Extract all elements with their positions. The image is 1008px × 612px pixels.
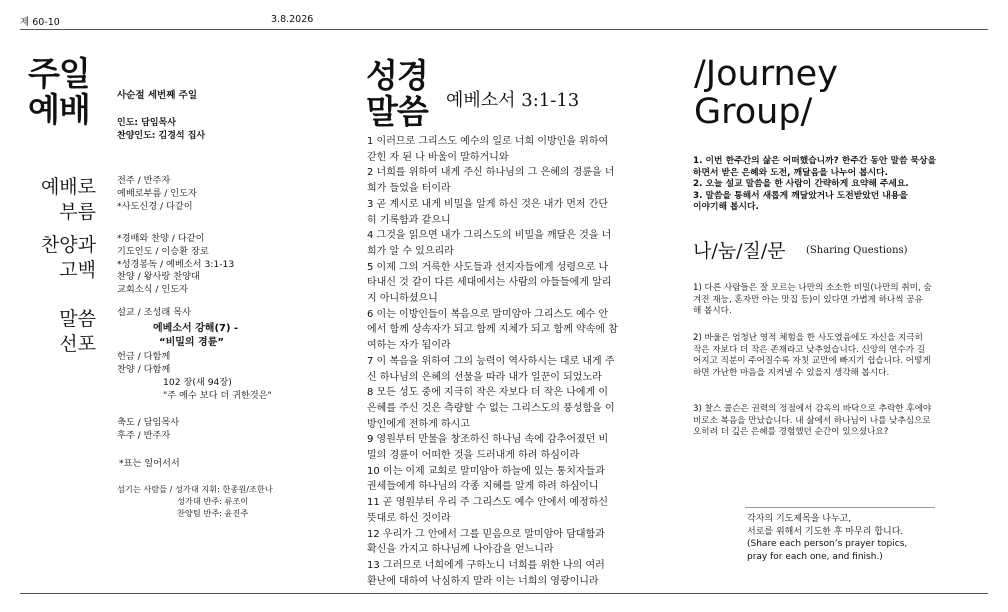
top-rule (20, 29, 988, 30)
worship-subtitle: 사순절 세번째 주일 (117, 90, 198, 101)
hymn: 102 장(새 94장) "주 예수 보다 더 귀한것은" (163, 377, 272, 401)
worship-leaders: 인도: 담임목사 찬양인도: 김경석 집사 (117, 118, 206, 141)
scripture-line: 타내신 것 같이 다른 세대에서는 사람의 아들들에게 알리 (367, 277, 612, 289)
scripture-line: 12 우리가 그 안에서 그를 믿음으로 말미암아 담대함과 (367, 528, 605, 540)
scripture-reference: 예베소서 3:1-13 (446, 90, 580, 111)
scripture-line: 밀의 경륜이 어떠한 것을 드러내게 하려 하심이라 (367, 450, 580, 462)
section-items-praise: *경배와 찬양 / 다같이 기도인도 / 이승환 장로 *성경봉독 / 예베소서 3:1-13 찬양 / 왕사랑 찬양대 교회소식 / 인도자 (117, 233, 235, 296)
scripture-line: 권세들에게 하나님의 각종 지혜를 알게 하려 하심이니 (367, 481, 599, 493)
sharing-question-1: 1) 다른 사람들은 잘 모르는 나만의 소소한 비밀(나만의 취미, 숨 겨진 재능, 혼자만 아는 맛집 등)이 있다면 가볍게 하나씩 공유 해 봅시다. (693, 283, 932, 317)
sharing-subtitle: (Sharing Questions) (806, 245, 908, 256)
scripture-line: 은혜를 주신 것은 측량할 수 없는 그리스도의 풍성함을 이 (367, 402, 615, 414)
after-sermon: 헌금 / 다함께 찬양 / 다함께 (117, 351, 171, 375)
scripture-line: 5 이제 그의 거룩한 사도들과 선지자들에게 성령으로 나 (367, 261, 609, 273)
scripture-line: 10 이는 이제 교회로 말미암아 하늘에 있는 통치자들과 (367, 465, 605, 477)
prayer-divider (745, 507, 935, 508)
scripture-title: 성경 말씀 (366, 56, 428, 131)
scripture-line: 6 이는 이방인들이 복음으로 말미암아 그리스도 예수 안 (367, 308, 609, 320)
journey-questions: 1. 이번 한주간의 삶은 어떠했습니까? 한주간 동안 말씀 묵상을 하면서 받은 은혜와 도전, 깨달음을 나누어 봅시다. 2. 오늘 설교 말씀을 한 사람이 간략하게 요약해 주세요. 3. 말씀을 통해서 새롭게 깨달았거나 도전받았던 내용을 이야기해 봅시다. (693, 156, 937, 213)
scripture-line: 에서 함께 상속자가 되고 함께 지체가 되고 함께 약속에 참 (367, 324, 618, 336)
closing: 축도 / 담임목사 후주 / 반주자 (117, 417, 180, 441)
scripture-line: 1 이러므로 그리스도 예수의 일로 너희 이방인을 위하여 (367, 136, 609, 147)
scripture-line: 뜻대로 하신 것이라 (367, 512, 451, 524)
scripture-line: 확신을 가지고 하나님께 나아감을 얻느니라 (367, 544, 554, 556)
sharing-title: 나/눔/질/문 (693, 240, 786, 262)
scripture-text (367, 134, 667, 589)
scripture-line: 11 곧 영원부터 우리 주 그리스도 예수 안에서 예정하신 (367, 497, 609, 509)
sermon-title: 에베소서 강해(7) - “비밀의 경륜” (153, 323, 239, 348)
scripture-line: 8 모든 성도 중에 지극히 작은 자보다 더 작은 나에게 이 (367, 387, 609, 399)
sharing-question-2: 2) 바울은 엄청난 영적 체험을 한 사도였음에도 자신을 지극히 작은 자보다 더 작은 존재라고 낮추었습니다. 신앙의 연수가 길 어지고 직분이 주어질수록 자칫 교만에 빠지기 쉽습니다. 어떻게 하면 가난한 마음을 지켜낼 수 있을지 생각해 봅시다. (693, 333, 931, 378)
worship-title: 주일 예배 (28, 54, 90, 129)
scripture-line: 7 이 복음을 위하여 그의 능력이 역사하시는 대로 내게 주 (367, 355, 615, 367)
scripture-line: 방인에게 전하게 하시고 (367, 418, 470, 430)
date: 3.8.2026 (271, 14, 314, 25)
scripture-line: 2 너희를 위하여 내게 주신 하나님의 그 은혜의 경륜을 너 (367, 167, 615, 179)
scripture-line: 9 영원부터 만물을 창조하신 하나님 속에 감추어졌던 비 (367, 434, 609, 446)
scripture-line: 환난에 대하여 낙심하지 말라 이는 너희의 영광이니라 (367, 575, 599, 587)
scripture-line: 여하는 자가 됨이라 (367, 340, 451, 352)
sermon-preacher: 설교 / 조성래 목사 (117, 307, 191, 318)
section-items-call: 전주 / 반주자 예배로부름 / 인도자 *사도신경 / 다같이 (117, 175, 197, 212)
section-label-praise: 찬양과 고백 (40, 234, 96, 281)
scripture-line: 갇힌 자 된 나 바울이 말하거니와 (367, 151, 509, 163)
scripture-line: 4 그것을 읽으면 내가 그리스도의 비밀을 깨달은 것을 너 (367, 230, 612, 242)
servers: 섬기는 사람들 / 성가대 지휘: 한종원/조한나 성가대 반주: 류조이 찬양팀 반주: 윤진주 (117, 484, 273, 518)
sharing-question-3: 3) 찰스 콜슨은 권력의 정점에서 감옥의 바닥으로 추락한 후에야 비로소 복음을 만났습니다. 내 삶에서 하나님이 나를 낮추심으로 오히려 더 깊은 은혜를 경험했던 순간이 있으셨나요? (693, 404, 932, 438)
section-label-call: 예배로 부름 (40, 176, 96, 223)
scripture-line: 신 하나님의 은혜의 선물을 따라 내가 일꾼이 되었노라 (367, 371, 602, 383)
scripture-line: 지 아니하셨으니 (367, 293, 438, 305)
standing-note: *표는 일어서서 (119, 458, 180, 469)
scripture-line: 13 그러므로 너희에게 구하노니 너희를 위한 나의 여러 (367, 559, 605, 571)
scripture-line: 3 곧 계시로 내게 비밀을 알게 하신 것은 내가 먼저 간단 (367, 198, 609, 210)
scripture-line: 희가 들었을 터이라 (367, 183, 451, 195)
bottom-rule (20, 593, 988, 594)
prayer-instructions: 각자의 기도제목을 나누고, 서로를 위해서 기도한 후 마무리 합니다. (Share each person’s prayer topics, pray for each one, and finish.) (747, 514, 908, 562)
section-label-word: 말씀 선포 (59, 308, 96, 355)
scripture-line: 희가 알 수 있으리라 (367, 245, 454, 257)
journey-title: /Journey Group/ (694, 54, 838, 132)
scripture-line: 히 기록함과 같으니 (367, 214, 451, 226)
issue-number: 제 60-10 (20, 17, 60, 28)
